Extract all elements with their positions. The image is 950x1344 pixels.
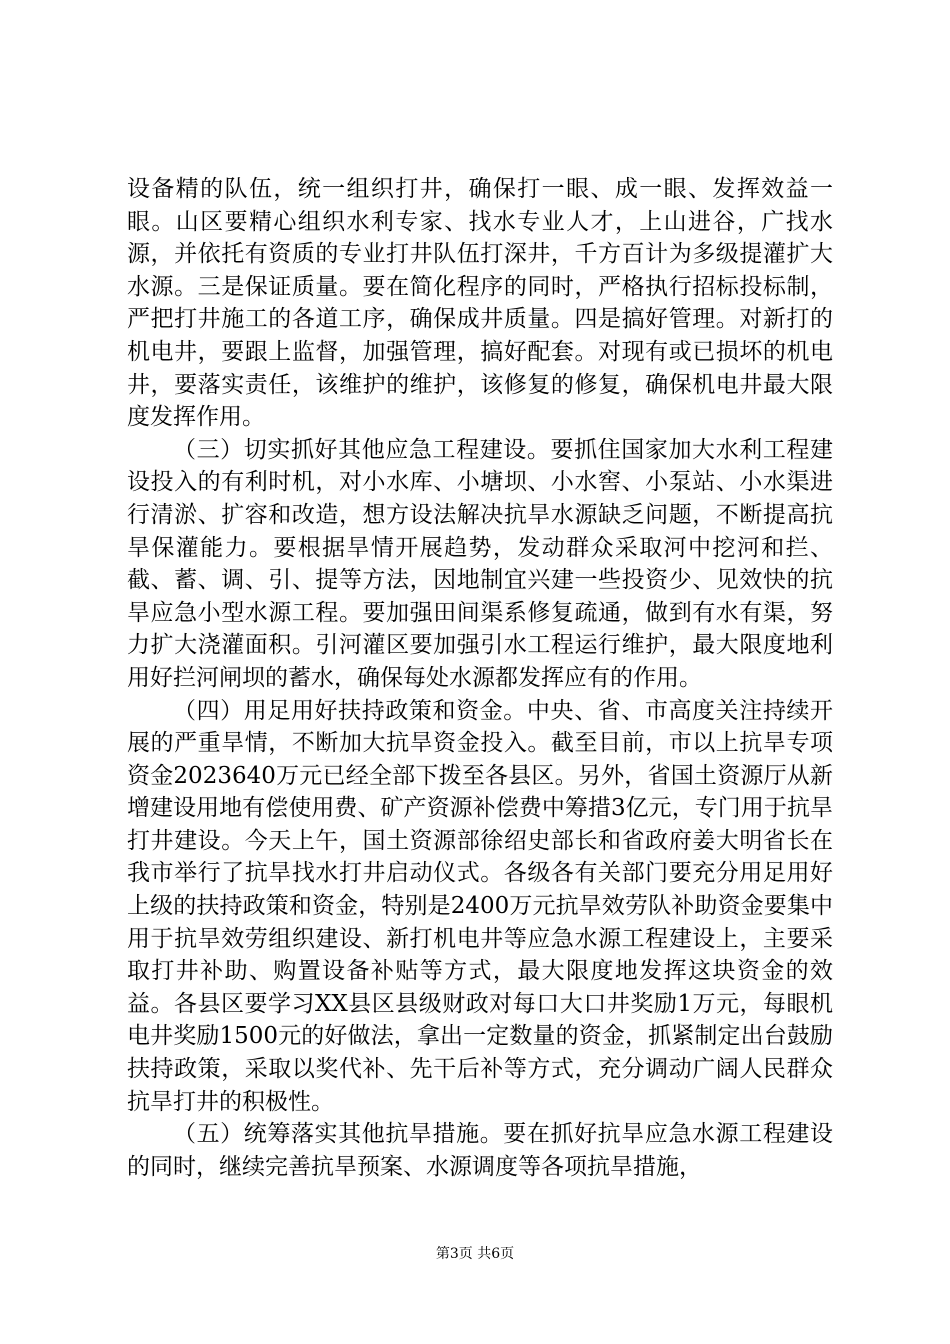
paragraph-1: 设备精的队伍，统一组织打井，确保打一眼、成一眼、发挥效益一眼。山区要精心组织水利专家、找水专业人才，上山进谷，广找水源，并依托有资质的专业打井队伍打深井，千方百计为多级提灌扩大水源。三是保证质量。要在简化程序的同时，严格执行招标投标制，严把打井施工的各道工序，确保成井质量。四是搞好管理。对新打的机电井，要跟上监督，加强管理，搞好配套。对现有或已损坏的机电井，要落实责任，该维护的维护，该修复的修复，确保机电井最大限度发挥作用。 xyxy=(127,176,833,431)
document-body xyxy=(127,173,833,1183)
paragraph-2: （三）切实抓好其他应急工程建设。要抓住国家加大水利工程建设投入的有利时机，对小水库、小塘坝、小水窖、小泵站、小水渠进行清淤、扩容和改造，想方设法解决抗旱水源缺乏问题，不断提高抗旱保灌能力。要根据旱情开展趋势，发动群众采取河中挖河和拦、截、蓄、调、引、提等方法，因地制宜兴建一些投资少、见效快的抗旱应急小型水源工程。要加强田间渠系修复疏通，做到有水有渠，努力扩大浇灌面积。引河灌区要加强引水工程运行维护，最大限度地利用好拦河闸坝的蓄水，确保每处水源都发挥应有的作用。 xyxy=(127,436,833,691)
page-footer: 第3页 共6页 xyxy=(435,1246,515,1262)
paragraph-3: （四）用足用好扶持政策和资金。中央、省、市高度关注持续开展的严重旱情，不断加大抗旱资金投入。截至目前，市以上抗旱专项资金2023640万元已经全部下拨至各县区。另外，省国土资源厅从新增建设用地有偿使用费、矿产资源补偿费中筹措3亿元，专门用于抗旱打井建设。今天上午，国土资源部徐绍史部长和省政府姜大明省长在我市举行了抗旱找水打井启动仪式。各级各有关部门要充分用足用好上级的扶持政策和资金，特别是2400万元抗旱效劳队补助资金要集中用于抗旱效劳组织建设、新打机电井等应急水源工程建设上，主要采取打井补助、购置设备补贴等方式，最大限度地发挥这块资金的效益。各县区要学习XX县区县级财政对每口大口井奖励1万元，每眼机电井奖励1500元的好做法，拿出一定数量的资金，抓紧制定出台鼓励扶持政策，采取以奖代补、先干后补等方式，充分调动广阔人民群众抗旱打井的积极性。 xyxy=(127,697,833,1115)
paragraph-4: （五）统筹落实其他抗旱措施。要在抓好抗旱应急水源工程建设的同时，继续完善抗旱预案、水源调度等各项抗旱措施， xyxy=(127,1121,833,1180)
